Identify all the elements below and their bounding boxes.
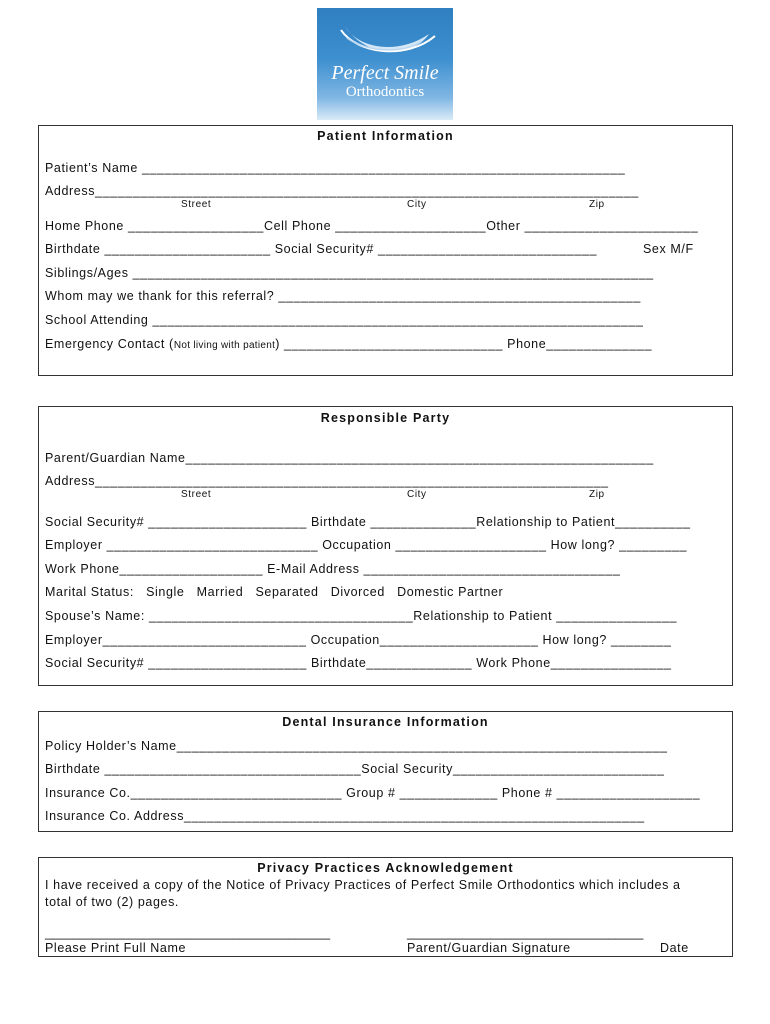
print-name-line[interactable]: _________________________________________ (45, 926, 331, 940)
signature-line[interactable]: __________________________________ (407, 926, 644, 940)
referral-field[interactable]: Whom may we thank for this referral? ________________________________________________ (45, 289, 641, 303)
guardian-work-phone-field[interactable]: Work Phone___________________ E-Mail Address __________________________________ (45, 562, 621, 576)
section-title: Dental Insurance Information (282, 715, 489, 729)
birthdate-ssn-fields[interactable]: Birthdate ______________________ Social Security# _____________________________ (45, 242, 598, 256)
street-label: Street (181, 489, 212, 500)
privacy-statement: I have received a copy of the Notice of Privacy Practices of Perfect Smile Orthodontics which includes a (45, 878, 681, 892)
zip-label: Zip (589, 199, 605, 210)
city-label: City (407, 199, 427, 210)
section-title: Responsible Party (320, 411, 451, 425)
insurance-address-field[interactable]: Insurance Co. Address_____________________________________________________________ (45, 809, 645, 823)
logo-name: Perfect Smile (331, 62, 439, 84)
patient-information-section (38, 125, 733, 376)
insurance-company-field[interactable]: Insurance Co.____________________________ Group # _____________ Phone # ___________________ (45, 786, 701, 800)
signature-label: Parent/Guardian Signature (407, 941, 571, 955)
emergency-line: ) _____________________________ Phone______________ (275, 337, 653, 351)
guardian-name-field[interactable]: Parent/Guardian Name______________________________________________________________ (45, 451, 654, 465)
print-name-label: Please Print Full Name (45, 941, 187, 955)
practice-logo (317, 8, 453, 120)
patient-name-field[interactable]: Patient’s Name ________________________________________________________________ (45, 161, 626, 175)
policy-holder-field[interactable]: Policy Holder’s Name_________________________________________________________________ (45, 739, 668, 753)
spouse-name-field[interactable]: Spouse’s Name: ___________________________________Relationship to Patient ________________ (45, 609, 678, 623)
privacy-statement-cont: total of two (2) pages. (45, 895, 180, 909)
marital-status-options[interactable]: Marital Status: Single Married Separated Divorced Domestic Partner (45, 585, 504, 599)
guardian-employer-field[interactable]: Employer ____________________________ Occupation ____________________ How long? _________ (45, 538, 688, 552)
logo-subtitle: Orthodontics (345, 84, 425, 100)
sex-field[interactable]: Sex M/F (643, 242, 694, 256)
section-title: Privacy Practices Acknowledgement (257, 861, 514, 875)
zip-label: Zip (589, 489, 605, 500)
holder-birthdate-field[interactable]: Birthdate __________________________________Social Security____________________________ (45, 762, 665, 776)
privacy-acknowledgement-section (38, 857, 733, 957)
emergency-note: Not living with patient (173, 340, 276, 351)
phone-fields[interactable]: Home Phone __________________Cell Phone ____________________Other _______________________ (45, 219, 699, 233)
street-label: Street (181, 199, 212, 210)
city-label: City (407, 489, 427, 500)
section-title: Patient Information (317, 129, 454, 143)
responsible-party-section (38, 406, 733, 686)
emergency-label: Emergency Contact ( (45, 337, 174, 351)
emergency-contact-field[interactable] (45, 336, 652, 354)
guardian-address-field[interactable]: Address____________________________________________________________________ (45, 474, 609, 488)
dental-insurance-section (38, 711, 733, 832)
guardian-ssn-field[interactable]: Social Security# _____________________ Birthdate ______________Relationship to Patient__________ (45, 515, 691, 529)
date-label: Date (660, 941, 689, 955)
siblings-field[interactable]: Siblings/Ages _____________________________________________________________________ (45, 266, 654, 280)
spouse-employer-field[interactable]: Employer___________________________ Occupation_____________________ How long? ________ (45, 633, 672, 647)
school-field[interactable]: School Attending _________________________________________________________________ (45, 313, 644, 327)
patient-address-field[interactable]: Address________________________________________________________________________ (45, 184, 639, 198)
spouse-ssn-field[interactable]: Social Security# _____________________ Birthdate______________ Work Phone________________ (45, 656, 672, 670)
